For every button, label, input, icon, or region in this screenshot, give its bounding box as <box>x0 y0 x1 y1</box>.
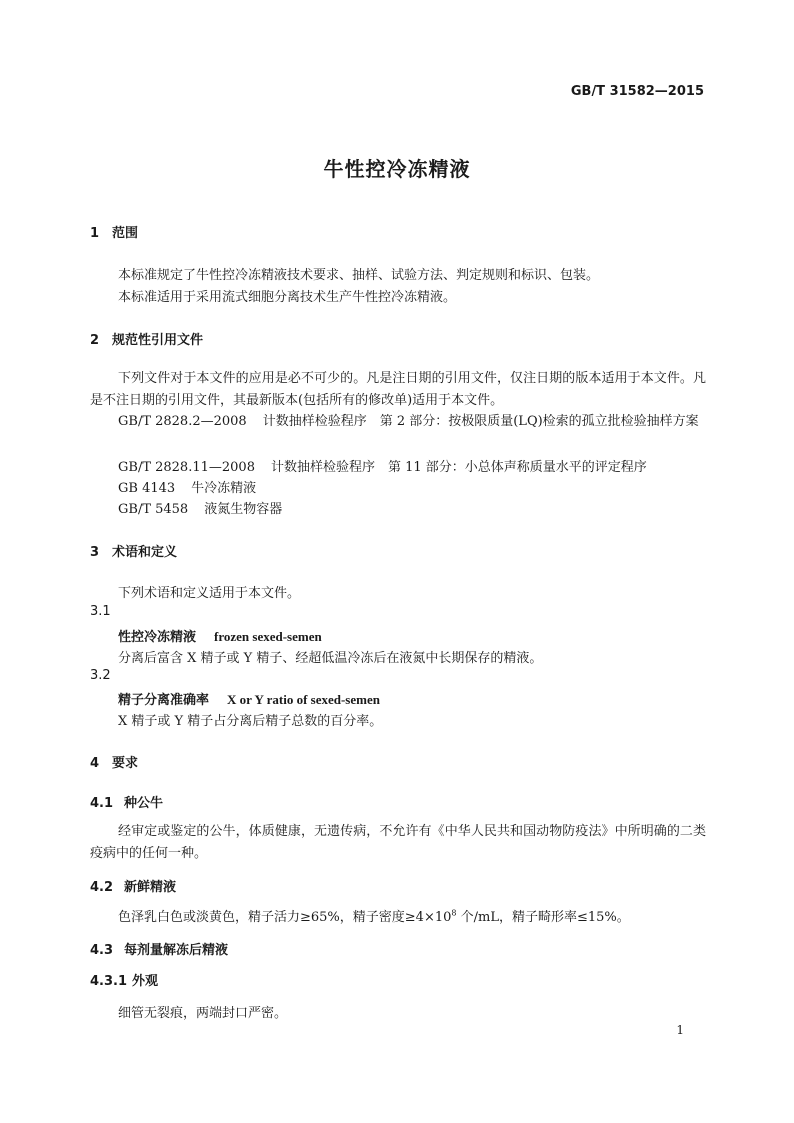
subsection-4-2-heading <box>90 876 176 895</box>
section-4-heading <box>90 752 138 771</box>
term-number: 3.2 <box>90 668 111 683</box>
reference-title: 液氮生物容器 <box>204 502 283 517</box>
section-number: 3 <box>90 545 100 560</box>
subsection-number: 4.3.1 <box>90 974 128 989</box>
paragraph: 经审定或鉴定的公牛，体质健康，无遗传病，不允许有《中华人民共和国动物防疫法》中所明确的二类疫病中的任何一种。 <box>90 824 706 861</box>
document-title: 牛性控冷冻精液 <box>323 157 471 181</box>
subsection-4-3-heading <box>90 939 228 958</box>
text-run: 色泽乳白色或淡黄色，精子活力≥65%，精子密度≥4×10 <box>118 910 452 925</box>
page-number: 1 <box>676 1023 684 1037</box>
reference-item <box>90 411 706 433</box>
subsection-number: 4.2 <box>90 880 114 895</box>
section-title: 范围 <box>112 226 139 241</box>
reference-code: GB/T 2828.2—2008 <box>118 414 247 429</box>
term-en: X or Y ratio of sexed-semen <box>227 692 380 707</box>
paragraph: 下列文件对于本文件的应用是必不可少的。凡是注日期的引用文件，仅注日期的版本适用于本文件。凡是不注日期的引用文件，其最新版本(包括所有的修改单)适用于本文件。 <box>90 371 706 408</box>
paragraph: 本标准适用于采用流式细胞分离技术生产牛性控冷冻精液。 <box>118 290 457 305</box>
section-1-heading <box>90 222 138 241</box>
reference-code: GB 4143 <box>118 481 176 496</box>
term-heading <box>118 689 380 708</box>
reference-title: 牛冷冻精液 <box>191 481 257 496</box>
section-title: 规范性引用文件 <box>112 333 204 348</box>
reference-item <box>118 456 647 475</box>
subsection-title: 外观 <box>132 974 159 989</box>
reference-title: 计数抽样检验程序 第 2 部分：按极限质量(LQ)检索的孤立批检验抽样方案 <box>262 414 699 429</box>
section-3-heading <box>90 541 177 560</box>
subsection-title: 种公牛 <box>124 796 164 811</box>
paragraph: 细管无裂痕，两端封口严密。 <box>118 1006 288 1021</box>
section-2-heading <box>90 329 203 348</box>
term-cn: 性控冷冻精液 <box>118 630 197 645</box>
section-title: 要求 <box>112 756 139 771</box>
section-title: 术语和定义 <box>112 545 178 560</box>
term-definition: 分离后富含 X 精子或 Y 精子、经超低温冷冻后在液氮中长期保存的精液。 <box>118 651 543 666</box>
term-cn: 精子分离准确率 <box>118 693 210 708</box>
section-number: 2 <box>90 333 100 348</box>
paragraph: 本标准规定了牛性控冷冻精液技术要求、抽样、试验方法、判定规则和标识、包装。 <box>118 268 600 283</box>
subsection-title: 新鲜精液 <box>124 880 177 895</box>
term-heading <box>118 626 322 645</box>
reference-title: 计数抽样检验程序 第 11 部分：小总体声称质量水平的评定程序 <box>270 460 647 475</box>
subsection-number: 4.1 <box>90 796 114 811</box>
standard-code: GB/T 31582—2015 <box>570 84 704 99</box>
paragraph: 下列术语和定义适用于本文件。 <box>118 586 301 601</box>
paragraph <box>118 906 630 925</box>
reference-code: GB/T 5458 <box>118 502 189 517</box>
subsection-number: 4.3 <box>90 943 114 958</box>
section-number: 4 <box>90 756 100 771</box>
subsection-4-1-heading <box>90 792 163 811</box>
subsection-4-3-1-heading <box>90 970 158 989</box>
exponent: 8 <box>451 908 457 918</box>
section-number: 1 <box>90 226 100 241</box>
text-run: 个/mL，精子畸形率≤15%。 <box>456 910 630 925</box>
reference-code: GB/T 2828.11—2008 <box>118 460 255 475</box>
reference-item <box>118 498 282 517</box>
reference-item <box>118 477 256 496</box>
subsection-title: 每剂量解冻后精液 <box>124 943 229 958</box>
term-en: frozen sexed-semen <box>214 629 322 644</box>
term-number: 3.1 <box>90 604 111 619</box>
term-definition: X 精子或 Y 精子占分离后精子总数的百分率。 <box>118 714 383 729</box>
